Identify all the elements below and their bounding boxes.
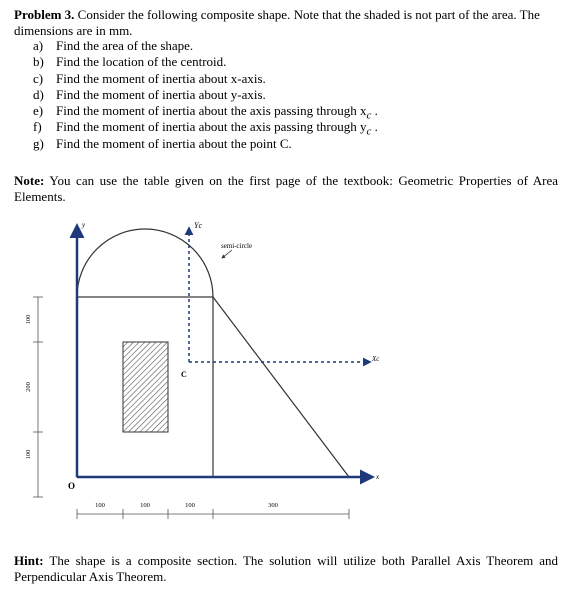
vertical-dim-1: 100 [25,314,32,325]
question-b [14,54,558,70]
horizontal-dimension [77,509,349,519]
question-b-text: Find the location of the centroid. [56,54,227,70]
question-f: f) Find the moment of inertia about the axis passing through $y_c$ . [33,119,378,139]
x-axis-label: x [376,473,380,481]
question-a [14,38,558,54]
question-c [14,71,558,87]
horizontal-dim-3: 100 [185,502,195,509]
semi-circle-pointer [222,250,232,258]
question-e-text: Find the moment of inertia about the axis passing through x [56,103,367,119]
question-f-text: Find the moment of inertia about the axis passing through y [56,119,367,135]
question-c-label: c) [33,70,44,86]
question-d-label: d) [33,86,44,102]
question-e-subscript: c [366,109,372,122]
question-f-subscript: c [366,126,372,139]
y-axis-label: y [82,221,86,229]
problem-intro-text: Consider the following composite shape. Note that the shaded is not part of the area. The dimensions are in mm. [14,7,540,38]
question-e-label: e) [33,103,44,119]
problem-label: Problem 3. [14,7,75,22]
note-label: Note: [14,173,45,188]
horizontal-dim-4: 300 [268,502,278,509]
question-g-text: Find the moment of inertia about the point C. [56,135,292,151]
question-list [14,38,558,152]
horizontal-dim-1: 100 [95,502,105,509]
question-a-text: Find the area of the shape. [56,38,194,53]
semi-circle-arc [77,229,213,297]
hint-text: The shape is a composite section. The solution will utilize both Parallel Axis Theorem and Perpendicular Axis Theorem. [14,553,558,584]
vertical-dim-3: 100 [25,449,32,460]
note-text: You can use the table given on the first page of the textbook: Geometric Properties of Area Elements. [14,173,558,204]
question-g [14,136,558,152]
question-f-label: f) [33,119,42,135]
note-paragraph [14,173,558,204]
question-e: e) Find the moment of inertia about the axis passing through $x_c$ . [33,103,378,122]
question-c-text: Find the moment of inertia about x-axis. [56,70,266,86]
horizontal-dim-2: 100 [140,502,150,509]
problem-intro [14,7,558,38]
question-g-label: g) [33,135,44,151]
question-b-label: b) [33,54,44,70]
shape-outline [77,229,349,477]
problem-statement [14,7,558,152]
semi-circle-label: semi-circle [221,242,253,250]
triangle-hypotenuse [213,297,349,477]
question-a-label: a) [33,38,44,53]
shaded-cutout [123,342,168,432]
centroid-label: C [181,370,187,379]
hint-label: Hint: [14,553,44,568]
hint-paragraph [14,553,558,584]
origin-label: O [68,481,76,491]
composite-shape-figure [0,212,571,542]
vertical-dim-2: 200 [25,382,32,392]
question-d [14,87,558,103]
vertical-dimension [33,297,43,497]
yc-axis-label: Yc [194,221,202,230]
question-d-text: Find the moment of inertia about y-axis. [56,86,266,102]
xc-axis-label: Xc [372,355,380,363]
